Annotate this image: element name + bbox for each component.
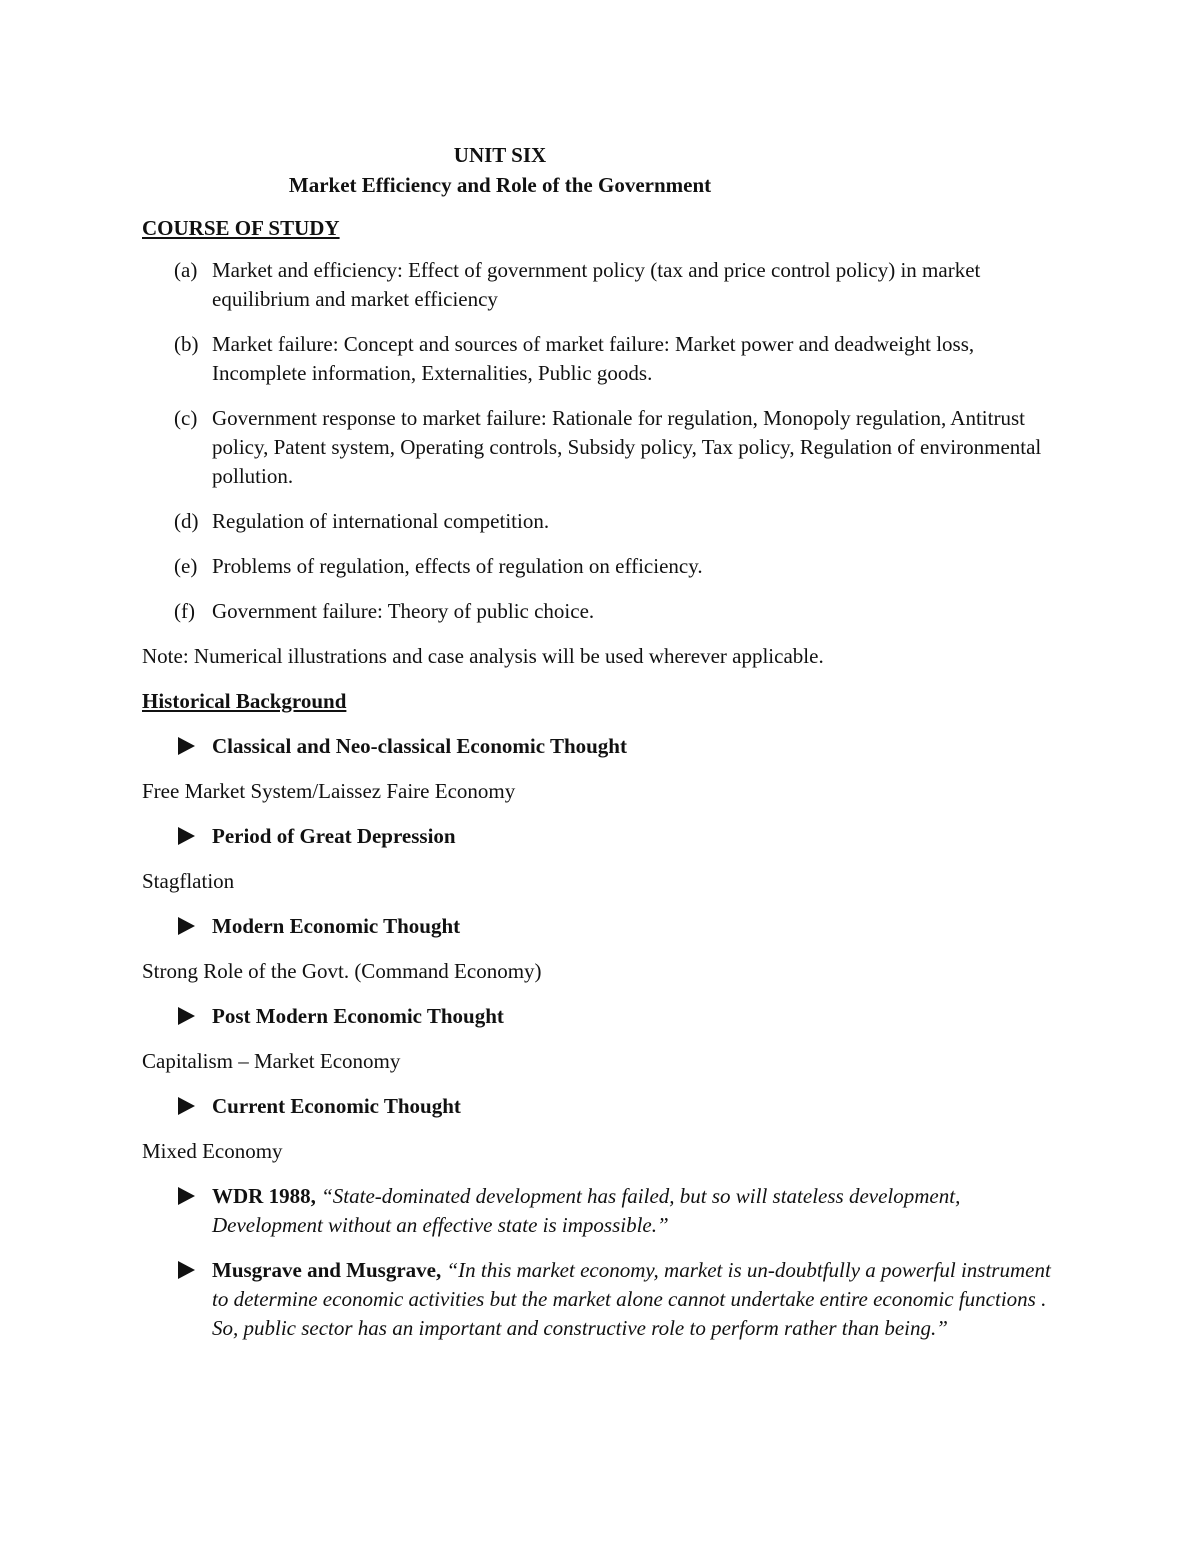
- thought-bullet-label: Modern Economic Thought: [212, 914, 461, 938]
- list-marker: (f): [174, 599, 195, 623]
- list-item: [142, 552, 1072, 581]
- course-of-study-heading: COURSE OF STUDY: [142, 216, 340, 240]
- arrow-bullet-icon: [178, 1007, 195, 1025]
- unit-subtitle: Market Efficiency and Role of the Government: [288, 173, 712, 197]
- quote-text: “State-dominated development has failed, but so will stateless development, Development without an effective state is impossible.”: [212, 1184, 961, 1237]
- quote-bullet: [142, 1256, 1072, 1343]
- arrow-bullet-icon: [178, 1097, 195, 1115]
- list-item-text: Problems of regulation, effects of regulation on efficiency.: [212, 554, 703, 578]
- course-note: Note: Numerical illustrations and case analysis will be used wherever applicable.: [142, 644, 824, 668]
- document-title-block: [0, 140, 1000, 200]
- quote-bullet: [142, 1182, 1072, 1240]
- list-item: [142, 507, 1072, 536]
- thought-bullet-label: Period of Great Depression: [212, 824, 456, 848]
- unit-title: UNIT SIX: [453, 143, 547, 167]
- list-marker: (b): [174, 332, 199, 356]
- thought-bullet: [142, 1002, 1072, 1031]
- list-item-text: Regulation of international competition.: [212, 509, 550, 533]
- arrow-bullet-icon: [178, 827, 195, 845]
- thought-bullet-label: Post Modern Economic Thought: [212, 1004, 504, 1028]
- thought-bullet: [142, 822, 1072, 851]
- thought-description: Mixed Economy: [142, 1139, 283, 1163]
- thought-description: Stagflation: [142, 869, 235, 893]
- list-item: [142, 597, 1072, 626]
- course-of-study-list: [142, 256, 1072, 626]
- quote-source: Musgrave and Musgrave,: [212, 1258, 442, 1282]
- arrow-bullet-icon: [178, 1187, 195, 1205]
- historical-background-heading: Historical Background: [142, 689, 347, 713]
- thought-bullet-label: Classical and Neo-classical Economic Thought: [212, 734, 627, 758]
- quote-source: WDR 1988,: [212, 1184, 316, 1208]
- arrow-bullet-icon: [178, 737, 195, 755]
- list-item: [142, 256, 1072, 314]
- arrow-bullet-icon: [178, 917, 195, 935]
- thought-bullet: [142, 732, 1072, 761]
- list-item-text: Government response to market failure: Rationale for regulation, Monopoly regulation, Antitrust policy, Patent system, Operating controls, Subsidy policy, Tax policy, Regulation of environmental pollution.: [212, 406, 1042, 488]
- list-item-text: Market failure: Concept and sources of market failure: Market power and deadweight loss, Incomplete information, Externalities, Public goods.: [212, 332, 975, 385]
- thought-bullet: [142, 1092, 1072, 1121]
- list-item: [142, 330, 1072, 388]
- thought-bullet-label: Current Economic Thought: [212, 1094, 461, 1118]
- document-page: [142, 140, 1072, 1343]
- arrow-bullet-icon: [178, 1261, 195, 1279]
- thought-description: Strong Role of the Govt. (Command Economy): [142, 959, 542, 983]
- list-item-text: Market and efficiency: Effect of government policy (tax and price control policy) in market equilibrium and market efficiency: [212, 258, 981, 311]
- list-item-text: Government failure: Theory of public choice.: [212, 599, 595, 623]
- thought-bullet: [142, 912, 1072, 941]
- list-marker: (c): [174, 406, 198, 430]
- thought-description: Free Market System/Laissez Faire Economy: [142, 779, 516, 803]
- quote-text: “In this market economy, market is un-doubtfully a powerful instrument to determine economic activities but the market alone cannot undertake entire economic functions . So, public sector has an important and constructive role to perform rather than being.”: [212, 1258, 1051, 1340]
- list-marker: (a): [174, 258, 198, 282]
- thought-description: Capitalism – Market Economy: [142, 1049, 401, 1073]
- list-marker: (e): [174, 554, 198, 578]
- list-marker: (d): [174, 509, 199, 533]
- list-item: [142, 404, 1072, 491]
